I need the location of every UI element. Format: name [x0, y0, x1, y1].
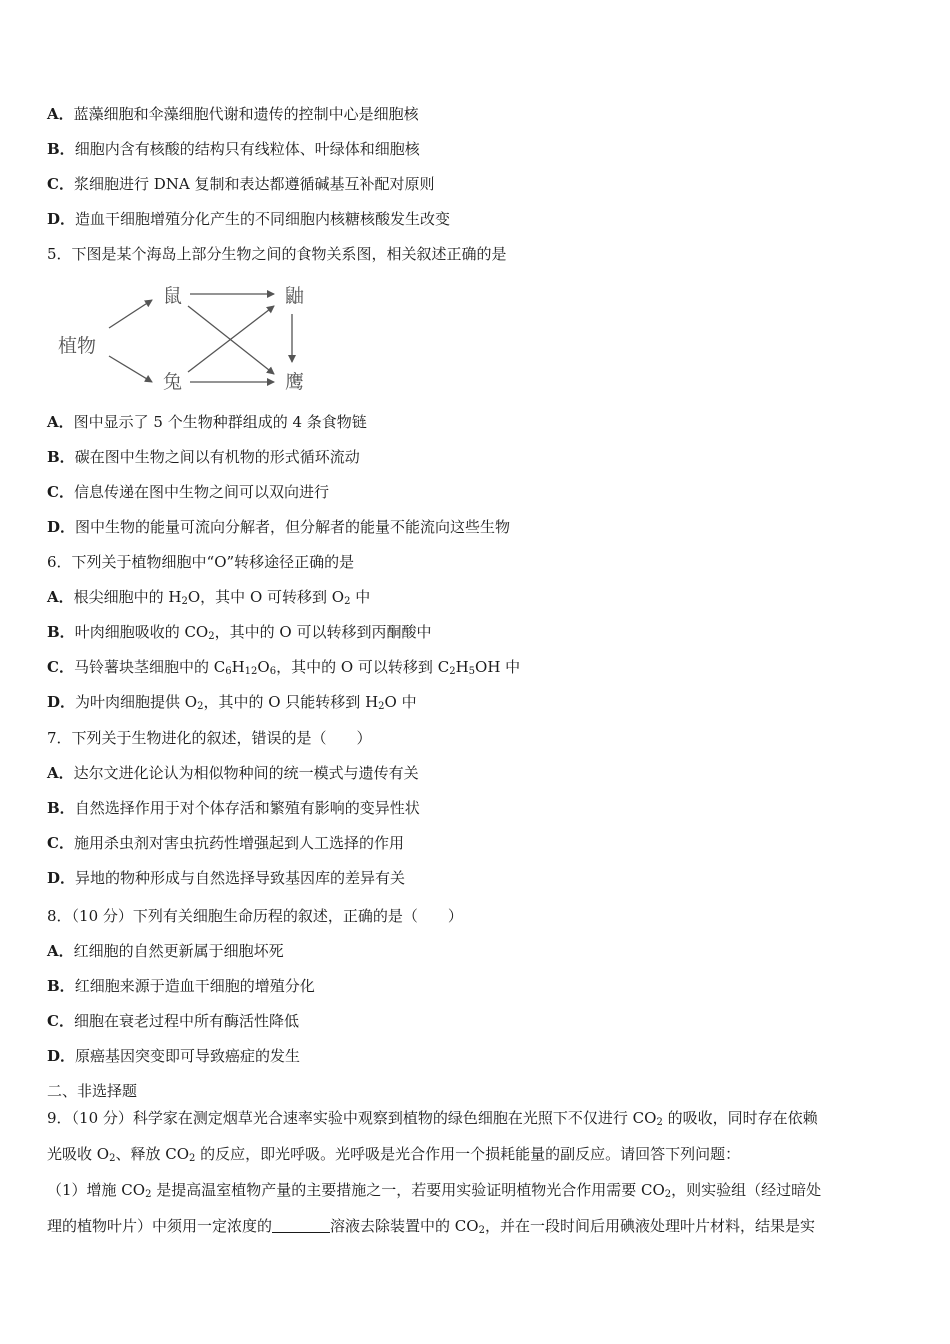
q9-text: 、释放 CO [115, 1145, 189, 1163]
option-label: C． [47, 483, 74, 501]
option-label: D． [47, 869, 76, 887]
option-text: H [231, 658, 245, 676]
q9-text: 的吸收，同时存在依赖 [662, 1109, 818, 1127]
option-text: H [455, 658, 469, 676]
option-label: B． [47, 140, 75, 158]
option-label: B． [47, 623, 75, 641]
q4-option-c [47, 174, 434, 194]
q9-line-3 [47, 1180, 821, 1200]
option-label: C． [47, 834, 74, 852]
option-text: 红细胞来源于造血干细胞的增殖分化 [74, 977, 315, 995]
option-text: 蓝藻细胞和伞藻细胞代谢和遗传的控制中心是细胞核 [73, 105, 419, 123]
subscript: 2 [344, 596, 351, 607]
food-web-diagram [52, 278, 322, 396]
option-label: B． [47, 799, 75, 817]
q5-stem: 5．下图是某个海岛上部分生物之间的食物关系图，相关叙述正确的是 [47, 245, 507, 263]
option-text: 叶肉细胞吸收的 CO [74, 623, 209, 641]
q9-line-4 [47, 1216, 815, 1236]
option-text: 根尖细胞中的 H [73, 588, 182, 606]
option-text: 造血干细胞增殖分化产生的不同细胞内核糖核酸发生改变 [75, 210, 451, 228]
subscript: 2 [378, 701, 385, 712]
subscript: 2 [145, 1189, 152, 1200]
q9-text: （1）增施 CO [47, 1181, 146, 1199]
q5-option-a [47, 412, 367, 432]
subscript: 12 [244, 666, 258, 677]
option-text: 浆细胞进行 DNA 复制和表达都遵循碱基互补配对原则 [73, 175, 435, 193]
option-text: 信息传递在图中生物之间可以双向进行 [73, 483, 329, 501]
option-text: O，其中 O 可转移到 O [187, 588, 345, 606]
option-label: A． [47, 942, 74, 960]
q7-option-a [47, 763, 419, 783]
q5-option-c [47, 482, 329, 502]
arrow-plant-mouse [109, 300, 152, 328]
subscript: 5 [468, 666, 476, 677]
subscript: 2 [197, 701, 204, 712]
option-label: D． [47, 693, 76, 711]
subscript: 2 [449, 666, 456, 677]
option-text: 异地的物种形成与自然选择导致基因库的差异有关 [75, 869, 406, 887]
option-text: 中 [350, 588, 371, 606]
option-label: D． [47, 1047, 76, 1065]
q9-text: 溶液去除装置中的 CO [330, 1217, 479, 1235]
q8-option-c [47, 1011, 299, 1031]
option-label: A． [47, 588, 74, 606]
q4-option-d [47, 209, 450, 229]
option-label: A． [47, 105, 74, 123]
subscript: 2 [478, 1225, 485, 1236]
option-text: 图中生物的能量可流向分解者，但分解者的能量不能流向这些生物 [75, 518, 511, 536]
option-text: 图中显示了 5 个生物种群组成的 4 条食物链 [73, 413, 367, 431]
q5-option-b [47, 447, 360, 467]
option-text: 原癌基因突变即可导致癌症的发生 [75, 1047, 301, 1065]
q9-text: 光吸收 O [47, 1145, 110, 1163]
q8-option-a [47, 941, 284, 961]
option-text: ，其中的 O 可以转移到 C [276, 658, 450, 676]
option-label: A． [47, 764, 74, 782]
option-label: B． [47, 977, 75, 995]
q9-text: 是提高温室植物产量的主要措施之一，若要用实验证明植物光合作用需要 CO [151, 1181, 665, 1199]
option-label: D． [47, 518, 76, 536]
option-text: ，其中的 O 可以转移到丙酮酸中 [214, 623, 432, 641]
subscript: 6 [225, 666, 232, 677]
subscript: 2 [109, 1153, 116, 1164]
q7-stem: 7．下列关于生物进化的叙述，错误的是（ ） [47, 729, 372, 747]
q9-text: 9．（10 分）科学家在测定烟草光合速率实验中观察到植物的绿色细胞在光照下不仅进行 CO [47, 1109, 657, 1127]
q9-text: 的反应，即光呼吸。光呼吸是光合作用一个损耗能量的副反应。请回答下列问题： [195, 1145, 741, 1163]
q8-option-b [47, 976, 315, 996]
subscript: 2 [664, 1189, 672, 1200]
section-heading: 二、非选择题 [47, 1082, 138, 1100]
option-text: 施用杀虫剂对害虫抗药性增强起到人工选择的作用 [73, 834, 404, 852]
node-eagle: 鹰 [285, 371, 305, 393]
option-text: 自然选择作用于对个体存活和繁殖有影响的变异性状 [74, 799, 420, 817]
q5-option-d [47, 517, 510, 537]
option-text: 为叶肉细胞提供 O [75, 693, 198, 711]
node-rabbit: 兔 [163, 371, 183, 393]
option-label: B． [47, 448, 75, 466]
q9-line-1 [47, 1108, 818, 1128]
q9-text: 理的植物叶片）中须用一定浓度的 [47, 1217, 273, 1235]
option-text: 红细胞的自然更新属于细胞坏死 [73, 942, 284, 960]
q9-line-2 [47, 1144, 740, 1164]
option-text: 马铃薯块茎细胞中的 C [73, 658, 226, 676]
q7-option-d [47, 868, 405, 888]
option-label: A． [47, 413, 74, 431]
node-snake: 鼬 [285, 285, 305, 307]
node-plant: 植物 [58, 335, 97, 357]
q6-option-a [47, 587, 370, 607]
option-text: ，其中的 O 只能转移到 H [203, 693, 379, 711]
subscript: 2 [189, 1153, 196, 1164]
subscript: 2 [181, 596, 188, 607]
q6-option-b [47, 622, 431, 642]
q6-option-d [47, 692, 417, 712]
q6-stem: 6．下列关于植物细胞中“O”转移途径正确的是 [47, 553, 355, 571]
option-text: 碳在图中生物之间以有机物的形式循环流动 [74, 448, 360, 466]
q8-stem: 8．（10 分）下列有关细胞生命历程的叙述，正确的是（ ） [47, 907, 463, 925]
q4-option-b [47, 139, 420, 159]
q9-text: ，则实验组（经过暗处 [671, 1181, 822, 1199]
option-label: D． [47, 210, 76, 228]
option-text: 细胞在衰老过程中所有酶活性降低 [73, 1012, 299, 1030]
option-label: C． [47, 175, 74, 193]
q7-option-b [47, 798, 420, 818]
q8-option-d [47, 1046, 300, 1066]
subscript: 2 [656, 1117, 663, 1128]
q4-option-a [47, 104, 419, 124]
node-mouse: 鼠 [163, 285, 183, 307]
option-text: 细胞内含有核酸的结构只有线粒体、叶绿体和细胞核 [74, 140, 420, 158]
q6-option-c [47, 657, 520, 677]
arrow-plant-rabbit [109, 356, 152, 382]
subscript: 2 [208, 631, 215, 642]
option-label: C． [47, 1012, 74, 1030]
option-text: O [257, 658, 270, 676]
answer-blank[interactable] [272, 1218, 330, 1233]
option-text: O 中 [384, 693, 417, 711]
option-label: C． [47, 658, 74, 676]
q7-option-c [47, 833, 404, 853]
option-text: OH 中 [475, 658, 521, 676]
q9-text: ，并在一段时间后用碘液处理叶片材料，结果是实 [484, 1217, 815, 1235]
option-text: 达尔文进化论认为相似物种间的统一模式与遗传有关 [73, 764, 419, 782]
subscript: 6 [269, 666, 277, 677]
